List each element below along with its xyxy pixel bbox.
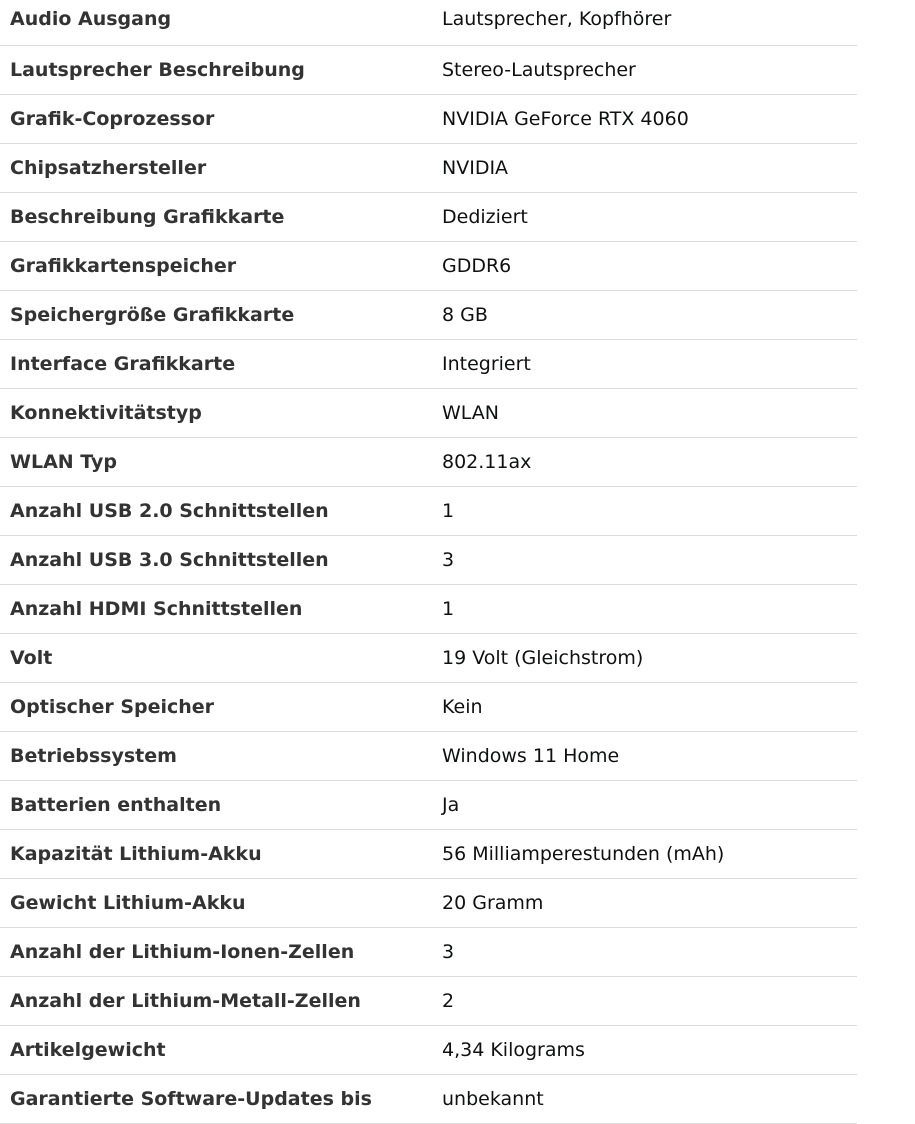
table-row (0, 535, 857, 584)
spec-label: Optischer Speicher (0, 682, 442, 731)
spec-label: Anzahl der Lithium-Ionen-Zellen (0, 927, 442, 976)
table-row (0, 192, 857, 241)
spec-value: Kein (442, 682, 857, 731)
spec-value: 2 (442, 976, 857, 1025)
table-row (0, 388, 857, 437)
table-row (0, 290, 857, 339)
spec-value: Dediziert (442, 192, 857, 241)
spec-value: 56 Milliamperestunden (mAh) (442, 829, 857, 878)
spec-value: Ja (442, 780, 857, 829)
spec-label: Artikelgewicht (0, 1025, 442, 1074)
spec-label: WLAN Typ (0, 437, 442, 486)
spec-label: Anzahl USB 3.0 Schnittstellen (0, 535, 442, 584)
spec-label: Audio Ausgang (0, 0, 442, 45)
spec-value: 20 Gramm (442, 878, 857, 927)
spec-value: 19 Volt (Gleichstrom) (442, 633, 857, 682)
spec-value: Lautsprecher, Kopfhörer (442, 0, 857, 45)
spec-value: unbekannt (442, 1074, 857, 1123)
table-row (0, 780, 857, 829)
table-row (0, 927, 857, 976)
spec-value: 4,34 Kilograms (442, 1025, 857, 1074)
spec-label: Interface Grafikkarte (0, 339, 442, 388)
table-row (0, 731, 857, 780)
table-row (0, 94, 857, 143)
spec-label: Beschreibung Grafikkarte (0, 192, 442, 241)
table-row (0, 584, 857, 633)
spec-value: NVIDIA GeForce RTX 4060 (442, 94, 857, 143)
spec-label: Anzahl USB 2.0 Schnittstellen (0, 486, 442, 535)
table-row (0, 486, 857, 535)
spec-label: Lautsprecher Beschreibung (0, 45, 442, 94)
spec-value: Integriert (442, 339, 857, 388)
table-row (0, 1074, 857, 1123)
spec-label: Grafik-Coprozessor (0, 94, 442, 143)
table-row (0, 682, 857, 731)
spec-label: Anzahl HDMI Schnittstellen (0, 584, 442, 633)
spec-label: Konnektivitätstyp (0, 388, 442, 437)
spec-value: WLAN (442, 388, 857, 437)
spec-label: Grafikkartenspeicher (0, 241, 442, 290)
spec-label: Chipsatzhersteller (0, 143, 442, 192)
spec-value: GDDR6 (442, 241, 857, 290)
spec-value: 1 (442, 584, 857, 633)
spec-label: Anzahl der Lithium-Metall-Zellen (0, 976, 442, 1025)
table-row (0, 0, 857, 45)
table-row (0, 829, 857, 878)
table-row (0, 633, 857, 682)
spec-value: 3 (442, 927, 857, 976)
spec-label: Betriebssystem (0, 731, 442, 780)
spec-value: 1 (442, 486, 857, 535)
spec-value: Windows 11 Home (442, 731, 857, 780)
spec-label: Kapazität Lithium-Akku (0, 829, 442, 878)
table-row (0, 437, 857, 486)
spec-label: Batterien enthalten (0, 780, 442, 829)
spec-value: Stereo-Lautsprecher (442, 45, 857, 94)
spec-label: Volt (0, 633, 442, 682)
table-row (0, 241, 857, 290)
spec-label: Speichergröße Grafikkarte (0, 290, 442, 339)
spec-value: 802.11ax (442, 437, 857, 486)
table-row (0, 45, 857, 94)
spec-value: 3 (442, 535, 857, 584)
table-row (0, 976, 857, 1025)
table-row (0, 1025, 857, 1074)
spec-label: Garantierte Software-Updates bis (0, 1074, 442, 1123)
table-row (0, 339, 857, 388)
table-row (0, 878, 857, 927)
spec-label: Gewicht Lithium-Akku (0, 878, 442, 927)
table-row (0, 143, 857, 192)
spec-value: 8 GB (442, 290, 857, 339)
spec-value: NVIDIA (442, 143, 857, 192)
